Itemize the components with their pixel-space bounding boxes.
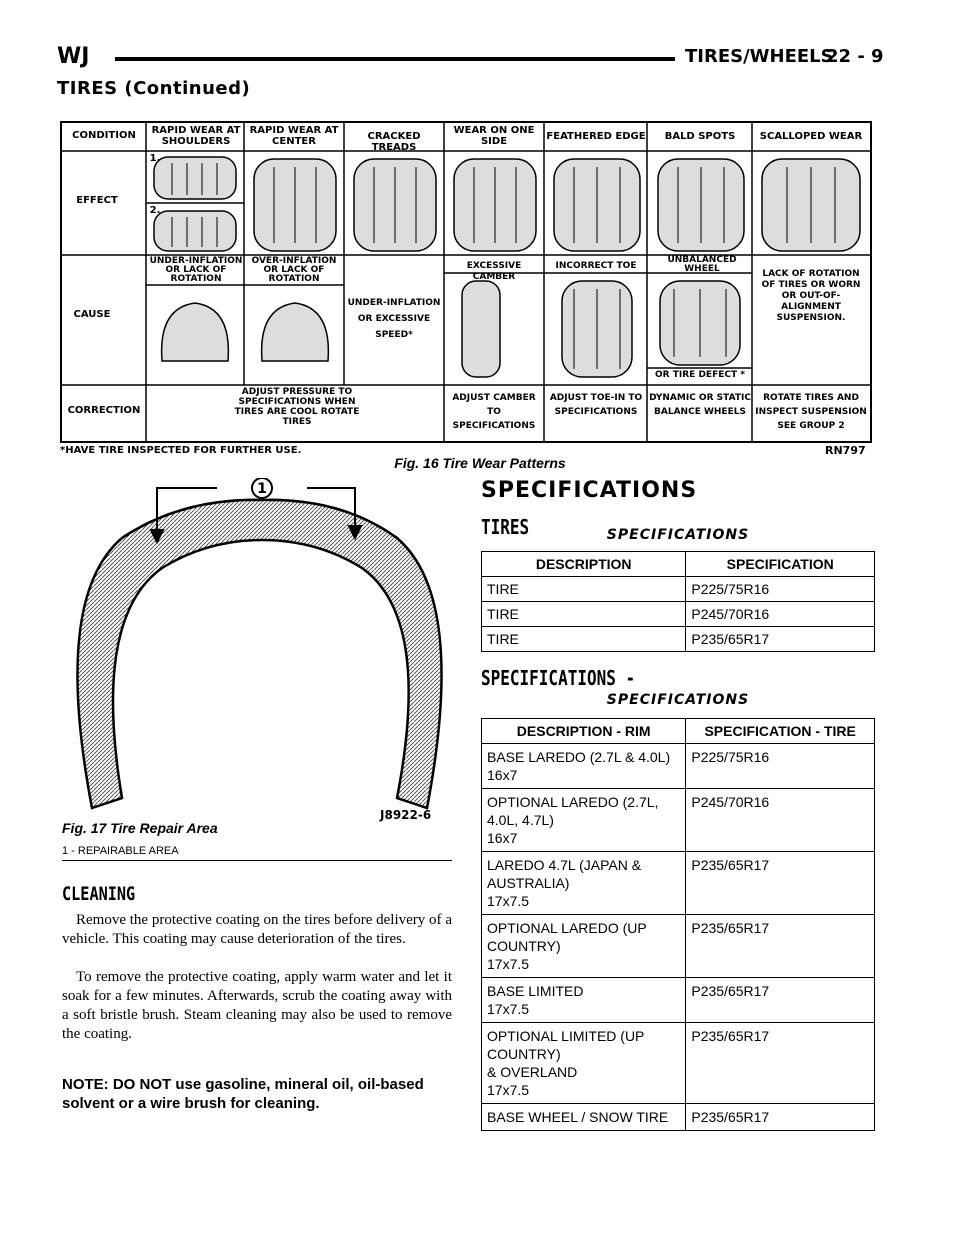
row-effect: EFFECT [76,195,118,206]
table-cell: BASE LAREDO (2.7L & 4.0L) 16x7 [482,744,686,789]
table-cell: P235/65R17 [686,1104,875,1131]
table1-header-description: DESCRIPTION [482,552,686,577]
specifications-dash-heading: SPECIFICATIONS - [481,666,636,690]
cause-incorrect-toe: INCORRECT TOE [555,261,637,271]
table-cell: P245/70R16 [686,789,875,852]
table-row [482,978,875,1023]
col-bald-spots: BALD SPOTS [664,131,736,142]
col-condition: CONDITION [72,130,136,141]
legend-rule [62,860,452,861]
cleaning-paragraph-2 [62,968,452,1044]
table2-header-rim: DESCRIPTION - RIM [482,719,686,744]
table-row [482,627,875,652]
cause-excessive-speed: UNDER-INFLATION OR EXCESSIVE SPEED* [347,298,441,340]
table-cell: P245/70R16 [686,602,875,627]
table-cell: BASE LIMITED 17x7.5 [482,978,686,1023]
cleaning-paragraph-1 [62,911,452,949]
table-cell: TIRE [482,602,686,627]
col-scalloped-wear: SCALLOPED WEAR [759,131,863,142]
figure-17-legend: 1 - REPAIRABLE AREA [62,845,179,857]
effect-mark-1: 1. [149,153,161,164]
col-cracked-treads: CRACKED TREADS [367,131,421,153]
table-cell: TIRE [482,627,686,652]
col-feathered-edge: FEATHERED EDGE [546,131,646,142]
table-cell: TIRE [482,577,686,602]
col-wear-one-side: WEAR ON ONE SIDE [453,125,535,147]
cause-lack-of-rotation: LACK OF ROTATION OF TIRES OR WORN OR OUT-OF-ALIGNMENT SUSPENSION. [761,269,861,323]
callout-number: 1 [257,481,267,497]
header-rule [115,57,675,61]
specifications-heading: SPECIFICATIONS [481,478,698,503]
figure-17-caption: Fig. 17 Tire Repair Area [62,820,218,836]
correction-adjust-camber: ADJUST CAMBER TO SPECIFICATIONS [452,393,536,431]
cause-under-inflation: UNDER-INFLATION OR LACK OF ROTATION [149,256,243,284]
tire-spec-table [481,551,875,652]
table-cell: P225/75R16 [686,744,875,789]
row-cause: CAUSE [73,309,111,320]
table-row [482,789,875,852]
cleaning-heading: CLEANING [62,883,136,905]
table-cell: BASE WHEEL / SNOW TIRE [482,1104,686,1131]
cleaning-note: NOTE: DO NOT use gasoline, mineral oil, oil-based solvent or a wire brush for cleaning. [62,1076,424,1112]
rim-tire-spec-table [481,718,875,1131]
table-cell: OPTIONAL LIMITED (UP COUNTRY) & OVERLAND 17x7.5 [482,1023,686,1104]
table-row [482,602,875,627]
header-section: WJ [57,44,90,69]
correction-rotate-inspect: ROTATE TIRES AND INSPECT SUSPENSION SEE GROUP 2 [755,393,867,431]
table-cell: LAREDO 4.7L (JAPAN & AUSTRALIA) 17x7.5 [482,852,686,915]
figure-16-caption: Fig. 16 Tire Wear Patterns [394,455,566,471]
table-row [482,852,875,915]
table-cell: P235/65R17 [686,978,875,1023]
table1-caption: SPECIFICATIONS [606,527,750,543]
correction-balance-wheels: DYNAMIC OR STATIC BALANCE WHEELS [649,393,751,417]
chart-footnote: *HAVE TIRE INSPECTED FOR FURTHER USE. [60,445,302,456]
table-row [482,915,875,978]
table-cell: P235/65R17 [686,627,875,652]
chart-code: RN797 [825,444,866,457]
cause-tire-defect: OR TIRE DEFECT * [655,370,745,380]
cleaning-text-1: Remove the protective coating on the tires before delivery of a vehicle. This coating may cause deterioration of the tires. [62,912,452,947]
col-rapid-wear-shoulders: RAPID WEAR AT SHOULDERS [151,125,241,147]
table-cell: OPTIONAL LAREDO (2.7L, 4.0L, 4.7L) 16x7 [482,789,686,852]
header-title: TIRES/WHEELS [685,46,834,67]
table-cell: P225/75R16 [686,577,875,602]
row-correction: CORRECTION [67,405,141,416]
table-cell: P235/65R17 [686,915,875,978]
table-row [482,1023,875,1104]
table-cell: P235/65R17 [686,852,875,915]
correction-adjust-toe: ADJUST TOE-IN TO SPECIFICATIONS [549,393,643,417]
section-continued: TIRES (Continued) [57,78,251,99]
page-number: 22 - 9 [826,46,884,67]
cause-excessive-camber: EXCESSIVE CAMBER [466,261,522,282]
cause-over-inflation: OVER-INFLATION OR LACK OF ROTATION [251,256,337,284]
cleaning-text-2: To remove the protective coating, apply warm water and let it soak for a few minutes. Afterwards, scrub the coating away with a soft bristle brush. Steam cleaning may also be used to remove the coating. [62,969,452,1042]
table-row [482,1104,875,1131]
tire-wear-chart [60,121,872,443]
correction-adjust-pressure: ADJUST PRESSURE TO SPECIFICATIONS WHEN TIRES ARE COOL ROTATE TIRES [234,387,360,427]
table-cell: P235/65R17 [686,1023,875,1104]
tire-repair-illustration [62,478,457,818]
table-row [482,744,875,789]
table2-header-tire: SPECIFICATION - TIRE [686,719,875,744]
cause-unbalanced-wheel: UNBALANCED WHEEL [667,255,737,274]
table2-caption: SPECIFICATIONS [606,692,750,708]
col-rapid-wear-center: RAPID WEAR AT CENTER [249,125,339,147]
table-row [482,577,875,602]
table-cell: OPTIONAL LAREDO (UP COUNTRY) 17x7.5 [482,915,686,978]
tires-heading: TIRES [481,515,530,539]
table1-header-specification: SPECIFICATION [686,552,875,577]
effect-mark-2: 2. [149,205,161,216]
repair-fig-code: J8922-6 [380,808,432,822]
